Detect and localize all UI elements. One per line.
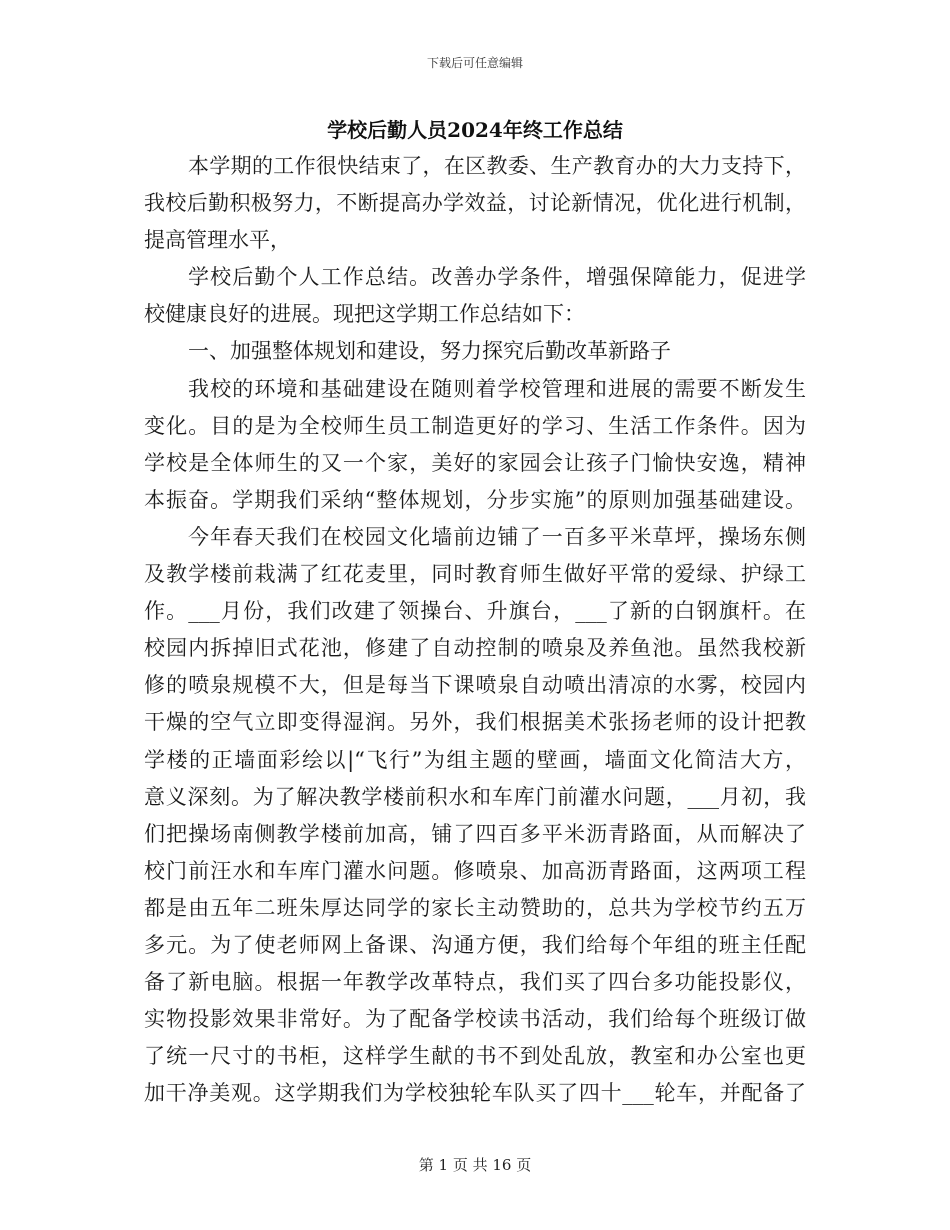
body-line: 了统一尺寸的书柜，这样学生献的书不到处乱放，教室和办公室也更 [144,1044,806,1069]
body-line: 作。___月份，我们改建了领操台、升旗台，___了新的白钢旗杆。在 [144,599,806,624]
section-heading: 一、加强整体规划和建设，努力探究后勤改革新路子 [188,339,671,364]
body-line: 校园内拆掉旧式花池，修建了自动控制的喷泉及养鱼池。虽然我校新 [144,636,806,661]
body-line: 修的喷泉规模不大，但是每当下课喷泉自动喷出清凉的水雾，校园内 [144,673,806,698]
body-line: 提高管理水平， [144,228,291,253]
body-line: 变化。目的是为全校师生员工制造更好的学习、生活工作条件。因为 [144,413,806,438]
body-line: 多元。为了使老师网上备课、沟通方便，我们给每个年组的班主任配 [144,932,806,957]
body-line: 加干净美观。这学期我们为学校独轮车队买了四十___轮车，并配备了 [144,1081,806,1106]
body-line: 我校的环境和基础建设在随则着学校管理和进展的需要不断发生 [188,376,806,401]
page-number-indicator: 第 1 页 共 16 页 [418,1156,532,1174]
body-line: 本学期的工作很快结束了，在区教委、生产教育办的大力支持下， [188,154,806,178]
body-line: 我校后勤积极努力，不断提高办学效益，讨论新情况，优化进行机制， [144,191,806,216]
body-line: 意义深刻。为了解决教学楼前积水和车库门前灌水问题，___月初，我 [144,784,806,809]
page-header-note: 下载后可任意编辑 [426,56,523,70]
body-line: 学校后勤个人工作总结。改善办学条件，增强保障能力，促进学 [188,265,806,290]
body-line: 及教学楼前栽满了红花麦里，同时教育师生做好平常的爱绿、护绿工 [144,562,806,587]
document-body [144,148,806,1112]
body-line: 校健康良好的进展。现把这学期工作总结如下： [144,302,585,327]
body-line: 都是由五年二班朱厚达同学的家长主动赞助的，总共为学校节约五万 [144,895,806,920]
body-line: 实物投影效果非常好。为了配备学校读书活动，我们给每个班级订做 [144,1007,806,1032]
body-line: 校门前汪水和车库门灌水问题。修喷泉、加高沥青路面，这两项工程 [144,858,806,883]
body-line: 干燥的空气立即变得湿润。另外，我们根据美术张扬老师的设计把教 [144,710,806,735]
body-line: 学校是全体师生的又一个家，美好的家园会让孩子门愉快安逸，精神 [144,450,806,475]
body-line: 今年春天我们在校园文化墙前边铺了一百多平米草坪，操场东侧 [188,524,806,549]
document-title: 学校后勤人员2024年终工作总结 [327,118,623,142]
body-line: 备了新电脑。根据一年教学改革特点，我们买了四台多功能投影仪， [144,970,806,995]
body-line: 们把操场南侧教学楼前加高，铺了四百多平米沥青路面，从而解决了 [144,821,806,846]
body-line: 本振奋。学期我们采纳“整体规划，分步实施”的原则加强基础建设。 [144,487,806,512]
body-line: 学楼的正墙面彩绘以|“飞行”为组主题的壁画，墙面文化简洁大方， [144,747,806,772]
